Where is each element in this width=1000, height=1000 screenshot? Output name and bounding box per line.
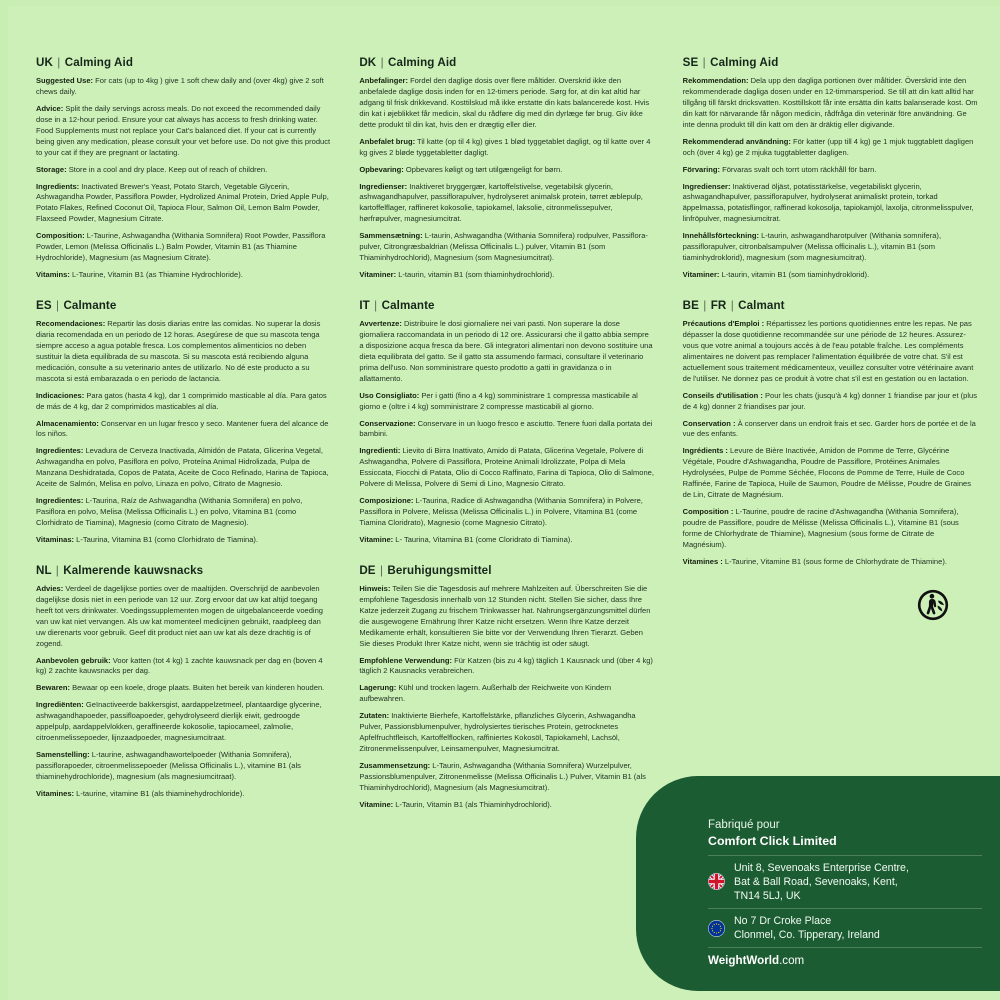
column-left bbox=[36, 56, 331, 980]
info-field bbox=[359, 761, 654, 794]
info-field bbox=[359, 76, 654, 131]
language-heading: ES | Calmante bbox=[36, 299, 117, 312]
field-label: Samenstelling: bbox=[36, 750, 90, 760]
field-label: Ingredienser: bbox=[359, 181, 408, 191]
field-value: Inaktiverad öljäst, potatisstärkelse, vegetabiliskt glycerin, ashwagandhapulver, passiflorapulver, hydrolyserat animaliskt protein, torkad äppelmassa, potatisflingor, raffinerad kokosolja, tapiokamjöl, laxolja, citronmelisspulver, linfröpulver, magnesiumcitrat. bbox=[682, 181, 974, 224]
uk-flag-icon bbox=[708, 873, 725, 890]
heading-separator: | bbox=[379, 563, 384, 577]
info-field bbox=[36, 789, 331, 800]
field-label: Opbevaring: bbox=[359, 164, 404, 174]
info-field bbox=[36, 419, 331, 441]
field-label: Composition: bbox=[36, 231, 85, 241]
field-label: Vitamine: bbox=[359, 534, 394, 544]
field-label: Anbefalet brug: bbox=[359, 136, 416, 146]
field-label: Recomendaciones: bbox=[36, 319, 106, 328]
field-label: Rekommenderad användning: bbox=[682, 136, 791, 146]
info-field bbox=[683, 182, 978, 226]
field-value: Conservare in un luogo fresco e asciutto. Tenere fuori dalla portata dei bambini. bbox=[359, 418, 653, 439]
info-field bbox=[359, 391, 654, 413]
field-label: Conseils d'utilisation : bbox=[682, 390, 763, 400]
field-value: Bewaar op een koele, droge plaats. Buiten het bereik van kinderen houden. bbox=[69, 683, 325, 693]
field-label: Ingredienti: bbox=[359, 446, 401, 456]
heading-separator: | bbox=[702, 56, 706, 69]
field-value: Pour les chats (jusqu'à 4 kg) donner 1 friandise par jour et (plus de 4 kg) donner 2 friandises par jour. bbox=[682, 390, 977, 411]
language-heading: BE | FR | Calmant bbox=[682, 299, 785, 312]
language-heading: DE | Beruhigungsmittel bbox=[359, 563, 492, 577]
field-value: L-Taurina, Radice di Ashwagandha (Withania Somnifera) in Polvere, Passiflora in Polvere, Melissa (Melissa Officinalis L.) in Polvere, Vitamina B1 (come Tiamina Cloridrato), Magnesio (come Magnesio Citrato). bbox=[359, 496, 643, 527]
website-tld: .com bbox=[779, 954, 805, 968]
field-label: Vitamins: bbox=[36, 270, 70, 280]
column-middle bbox=[359, 56, 654, 980]
field-label: Bewaren: bbox=[36, 683, 70, 693]
field-value: Repartir las dosis diarias entre las comidas. No superar la dosis diaria recomendada en un periodo de 12 horas. Asegúrese de que su mascota tenga siempre acceso a agua potable fresca. Los complementos alimenticios no deben sustituir la dieta equilibrada de su mascota. Si su mascota está recibiendo alguna medicación, consulte a su veterinario antes de utilizarlo. No dé este producto a su mascota si está embarazada o en periodo de lactancia. bbox=[36, 319, 321, 383]
field-label: Ingredienser: bbox=[682, 181, 731, 191]
field-label: Innehållsförteckning: bbox=[682, 231, 759, 241]
heading-separator: | bbox=[56, 299, 60, 312]
field-value: Til katte (op til 4 kg) gives 1 blød tyggetablet dagligt, og til katte over 4 kg gives 2 bløde tyggetabletter dagligt. bbox=[359, 136, 651, 157]
field-label: Sammensætning: bbox=[359, 231, 423, 241]
info-field bbox=[359, 137, 654, 159]
field-label: Lagerung: bbox=[359, 683, 397, 693]
info-field bbox=[359, 231, 654, 264]
address-line: Bat & Ball Road, Sevenoaks, Kent, bbox=[734, 875, 898, 888]
field-label: Vitamines : bbox=[682, 556, 723, 566]
field-value: Per i gatti (fino a 4 kg) somministrare 1 compressa masticabile al giorno e (oltre i 4 kg) somministrare 2 compresse masticabili al giorno. bbox=[359, 390, 638, 411]
language-section-se bbox=[683, 56, 978, 281]
made-for-label: Fabriqué pour bbox=[708, 819, 780, 831]
info-field bbox=[359, 182, 654, 226]
field-value: Teilen Sie die Tagesdosis auf mehrere Mahlzeiten auf. Überschreiten Sie die empfohlene Tagesdosis innerhalb von 12 Stunden nicht. Stellen Sie sicher, dass Ihre Katze jederzeit Zugang zu frischem Trinkwasser hat. Nahrungsergänzungsmittel dürfen die ausgewogene Ernährung Ihrer Katze nicht ersetzen. Wenn Ihre Katze derzeit Medikamente erhält, konsultieren Sie bitte vor der Verwendung Ihren Tierarzt. Geben Sie dieses Produkt Ihrer Katze nicht, wenn sie trächtig ist oder säugt. bbox=[359, 583, 651, 648]
label-inner-area bbox=[8, 6, 1000, 1000]
field-value: L-taurine, vitamine B1 (als thiaminehydrochloride). bbox=[74, 788, 245, 798]
field-label: Advice: bbox=[36, 103, 64, 113]
field-value: L-taurin, vitamin B1 (som tiaminhydroklorid). bbox=[719, 270, 870, 280]
info-field bbox=[36, 104, 331, 159]
field-value: L-Taurina, Raíz de Ashwagandha (Withania Somnifera) en polvo, Pasiflora en polvo, Melisa (Melissa Officinalis L.) en polvo, Vitamina B1 (como Clorhidrato de Tiamina), Magnesio (como Citrato de Magnesio). bbox=[36, 496, 303, 527]
info-field bbox=[359, 419, 654, 441]
manufacturer-address-uk bbox=[734, 861, 909, 904]
info-field bbox=[359, 270, 654, 281]
field-value: L-Taurine, poudre de racine d'Ashwagandha (Withania Somnifera), poudre de Passiflore, poudre de Mélisse (Melissa Officinalis L.), Vitamine B1 (sous forme de Chlorhydrate de Thiamine), Magnesium (sous forme de Citrate de Magnésium). bbox=[682, 507, 959, 549]
field-value: Store in a cool and dry place. Keep out of reach of children. bbox=[66, 164, 268, 174]
field-label: Indicaciones: bbox=[36, 390, 85, 400]
field-label: Composizione: bbox=[359, 496, 414, 506]
info-field bbox=[683, 391, 978, 413]
field-label: Empfohlene Verwendung: bbox=[359, 655, 452, 665]
field-value: Kühl und trocken lagern. Außerhalb der Reichweite von Kindern aufbewahren. bbox=[359, 683, 612, 704]
field-value: L- Taurina, Vitamina B1 (come Cloridrato di Tiamina). bbox=[393, 534, 573, 544]
field-label: Précautions d'Emploi : bbox=[682, 319, 765, 328]
address-line: Unit 8, Sevenoaks Enterprise Centre, bbox=[734, 861, 909, 874]
heading-separator: | bbox=[55, 563, 59, 577]
field-label: Almacenamiento: bbox=[36, 418, 99, 428]
field-label: Advies: bbox=[36, 583, 64, 593]
field-label: Vitaminer: bbox=[682, 270, 720, 280]
info-field bbox=[36, 656, 331, 678]
field-value: L-Taurine, Ashwagandha (Withania Somnifera) Root Powder, Passiflora Powder, Lemon (Melissa Officinalis L.) Balm Powder, Vitamin B1 (as Thiamine Hydrochloride), Magnesium (as Magnesium Citrate). bbox=[36, 231, 326, 263]
address-row-eu bbox=[708, 908, 982, 947]
info-field bbox=[683, 76, 978, 131]
field-value: L-Taurine, Vitamin B1 (as Thiamine Hydrochloride). bbox=[69, 270, 243, 280]
field-value: Voor katten (tot 4 kg) 1 zachte kauwsnack per dag en (boven 4 kg) 2 zachte kauwsnacks per dag. bbox=[36, 655, 323, 676]
field-label: Zusammensetzung: bbox=[359, 761, 431, 770]
language-heading: NL | Kalmerende kauwsnacks bbox=[36, 563, 204, 577]
info-field bbox=[683, 137, 978, 159]
field-value: Distribuire le dosi giornaliere nei vari pasti. Non superare la dose giornaliera raccomandata in un periodo di 12 ore. Assicurarsi che il gatto abbia sempre a disposizione acqua fresca da bere. Gli integratori alimentari non devono sostituire una dieta equilibrata del gatto. Se il gatto sta assumendo farmaci, consultare il veterinario prima dell'uso. Non somministrare questo prodotto a gatti in gravidanza o in allattamento. bbox=[359, 319, 653, 383]
info-field bbox=[36, 231, 331, 264]
info-field bbox=[36, 446, 331, 490]
heading-separator: | bbox=[380, 56, 384, 69]
field-value: Inactivated Brewer's Yeast, Potato Starch, Vegetable Glycerin, Ashwagandha Powder, Passiflora Powder, Hydrolized Animal Protein, Dried Apple Pulp, Potato Flakes, Refined Coconut Oil, Tapioca Flour, Salmon Oil, Lemon Balm Powder, Flaxseed Powder, Magnesium Citrate. bbox=[36, 181, 329, 224]
field-value: L-taurin, Ashwagandha (Withania Somnifera) rodpulver, Passiflora-pulver, Citrongræsbaldrian (Melissa Officinalis L.) pulver, Vitamin B1 (som Thiaminhydrochlorid), Magnesium (som Magnesiumcitrat). bbox=[359, 231, 648, 263]
info-field bbox=[359, 165, 654, 176]
language-heading: UK | Calming Aid bbox=[36, 56, 134, 69]
field-label: Zutaten: bbox=[359, 711, 390, 721]
info-field bbox=[36, 584, 331, 650]
field-value: Levure de Bière Inactivée, Amidon de Pomme de Terre, Glycérine Végétale, Poudre d'Ashwagandha, Poudre de Passiflore, Protéines Animales Hydrolysées, Pulpe de Pomme Séchée, Flocons de Pomme de Terre, Huile de Coco Raffinée, Farine de Tapioca, Huile de Saumon, Poudre de Mélisse, Poudre de Graines de Lin, Citrate de Magnésium. bbox=[682, 446, 972, 500]
language-section-dk bbox=[359, 56, 654, 281]
field-value: Conservar en un lugar fresco y seco. Mantener fuera del alcance de los niños. bbox=[36, 418, 329, 439]
info-field bbox=[359, 711, 654, 755]
website-brand: WeightWorld bbox=[708, 954, 780, 968]
language-heading: IT | Calmante bbox=[359, 299, 435, 312]
info-field bbox=[359, 496, 654, 529]
field-value: L-taurin, vitamin B1 (som thiaminhydrochlorid). bbox=[396, 270, 555, 280]
field-label: Ingrédients : bbox=[682, 446, 728, 456]
field-value: Inaktiveret bryggergær, kartoffelstivelse, vegetabilsk glycerin, ashwagandhapulver, passiflorapulver, hydrolyseret animalsk protein, tørret æblepulp, kartoffelflager, raffineret kokosolie, tapiokamel, laksolie, citronmelissepulver, hørfrøpulver, magnesiumcitrat. bbox=[359, 181, 643, 224]
manufacturer-panel bbox=[636, 776, 1000, 991]
info-field bbox=[683, 270, 978, 281]
field-label: Aanbevolen gebruik: bbox=[36, 655, 111, 665]
language-heading: DK | Calming Aid bbox=[359, 56, 457, 69]
info-field bbox=[683, 507, 978, 551]
info-field bbox=[36, 182, 331, 226]
address-line: No 7 Dr Croke Place bbox=[734, 915, 832, 928]
field-value: Opbevares køligt og tørt utilgængeligt for børn. bbox=[403, 164, 563, 174]
language-section-be-fr bbox=[683, 299, 978, 568]
info-field bbox=[683, 419, 978, 441]
website-link[interactable] bbox=[708, 947, 982, 967]
field-value: Split the daily servings across meals. Do not exceed the recommended daily dose in a 12-hour period. Ensure your cat always has access to fresh drinking water. Food Supplements must not replace your Cat's balanced diet. If your cat is currently being given any medication, please consult your vet before use. Do not give this product to your cat if they are pregnant or lactating. bbox=[36, 103, 331, 157]
language-section-it bbox=[359, 299, 654, 546]
field-value: Förvaras svalt och torrt utom räckhåll för barn. bbox=[719, 164, 877, 174]
field-value: Inaktivierte Bierhefe, Kartoffelstärke, pflanzliches Glycerin, Ashwagandha Pulver, Passionsblumenpulver, hydrolysiertes tierisches Protein, getrocknetes Apfelfruchtfleisch, Kartoffelflocken, raffiniertes Kokosöl, Tapiokamehl, Lachsöl, Zitronenmelissenpulver, Leinsamenpulver, Magnesiumcitrat. bbox=[359, 711, 636, 754]
tidyman-keep-clean-icon bbox=[916, 588, 950, 622]
field-label: Rekommendation: bbox=[682, 76, 749, 85]
language-heading: SE | Calming Aid bbox=[682, 56, 779, 69]
field-label: Storage: bbox=[36, 164, 67, 174]
info-field bbox=[359, 319, 654, 385]
heading-separator: | bbox=[703, 299, 707, 312]
info-field bbox=[359, 683, 654, 705]
info-field bbox=[36, 535, 331, 546]
info-field bbox=[683, 557, 978, 568]
field-value: Levadura de Cerveza Inactivada, Almidón de Patata, Glicerina Vegetal, Ashwagandha en polvo, Pasiflora en polvo, Proteína Animal Hidrolizada, Pulpa de Manzana Deshidratada, Copos de Patata, Aceite de Coco Refinado, Harina de Tapioca, Aceite de Salmón, Melisa en polvo, Linaza en polvo, Citrato de Magnesio. bbox=[36, 446, 329, 489]
info-field bbox=[683, 165, 978, 176]
field-value: För katter (upp till 4 kg) ge 1 mjuk tuggtablett dagligen och (över 4 kg) ge 2 mjuka tuggtabletter dagligen. bbox=[682, 136, 974, 157]
field-value: For cats (up to 4kg ) give 1 soft chew daily and (over 4kg) give 2 soft chews daily. bbox=[36, 76, 324, 96]
info-field bbox=[36, 165, 331, 176]
field-value: Geïnactiveerde bakkersgist, aardappelzetmeel, plantaardige glycerine, ashwagandhapoeder, passifloapoeder, gehydrolyseerd dierlijk eiwit, gedroogde appelpulp, aardappelvlokken, geraffineerde kokosolie, tapiocameel, zalmolie, citroenmelissepoeder, lijnzaadpoeder, magnesiumcitraat. bbox=[36, 700, 322, 743]
field-label: Förvaring: bbox=[682, 164, 720, 174]
field-label: Ingredientes: bbox=[36, 446, 84, 456]
info-field bbox=[36, 496, 331, 529]
info-field bbox=[36, 270, 331, 281]
field-value: L-Taurine, Vitamine B1 (sous forme de Chlorhydrate de Thiamine). bbox=[722, 556, 947, 566]
info-field bbox=[36, 319, 331, 385]
field-label: Anbefalinger: bbox=[359, 76, 408, 85]
field-value: Fordel den daglige dosis over flere måltider. Overskrid ikke den anbefalede daglige dosis inden for en 12-timers periode. Sørg for, at din kat altid har adgang til frisk drikkevand. Kosttilskud må ikke erstatte din kats balancerede kost. Hvis din kat i øjeblikket får medicin, skal du rådføre dig med din dyrlæge før brug. Giv ikke dette produkt til din kat, hvis den er drægtig eller dier. bbox=[359, 76, 650, 129]
eu-flag-icon bbox=[708, 920, 725, 937]
field-value: Répartissez les portions quotidiennes entre les repas. Ne pas dépasser la dose quotidienne recommandée sur une période de 12 heures. Assurez-vous que votre animal a toujours accès à de l'eau potable fraîche. Les compléments alimentaires ne doivent pas remplacer l'alimentation équilibrée de votre chat. S'il est actuellement sous traitement médicamenteux, veuillez consulter votre vétérinaire avant de l'utiliser. Ne donnez pas ce produit à votre chat s'il est en gestation ou en lactation. bbox=[682, 319, 974, 383]
field-label: Avvertenze: bbox=[359, 319, 402, 328]
field-label: Conservazione: bbox=[359, 418, 416, 428]
manufacturer-company-name: Comfort Click Limited bbox=[708, 834, 837, 849]
field-value: L-Taurina, Vitamina B1 (como Clorhidrato de Tiamina). bbox=[74, 534, 259, 544]
address-row-uk bbox=[708, 855, 982, 909]
info-field bbox=[36, 683, 331, 694]
field-label: Ingredientes: bbox=[36, 496, 84, 506]
info-field bbox=[36, 700, 331, 744]
field-label: Vitamines: bbox=[36, 788, 75, 798]
info-field bbox=[683, 231, 978, 264]
field-value: Para gatos (hasta 4 kg), dar 1 comprimido masticable al día. Para gatos de más de 4 kg, dar 2 comprimidos masticables al día. bbox=[36, 390, 327, 411]
field-label: Vitaminas: bbox=[36, 534, 75, 544]
info-field bbox=[683, 446, 978, 501]
field-label: Ingrediënten: bbox=[36, 700, 84, 710]
manufacturer-address-ie bbox=[734, 914, 880, 942]
info-field bbox=[359, 800, 654, 811]
field-value: L-Taurin, Ashwagandha (Withania Somnifera) Wurzelpulver, Passionsblumenpulver, Zitronenmelisse (Melissa Officinalis L.) Pulver, Vitamin B1 (als Thiaminhydrochlorid), Magnesium (als Magnesiumcitrat). bbox=[359, 761, 646, 792]
field-label: Suggested Use: bbox=[36, 76, 94, 85]
field-label: Composition : bbox=[682, 507, 734, 517]
address-line: TN14 5LJ, UK bbox=[734, 889, 801, 902]
field-value: Lievito di Birra Inattivato, Amido di Patata, Glicerina Vegetale, Polvere di Ashwagandha, Polvere di Passiflora, Proteine Animali Idrolizzate, Polpa di Mela Essiccata, Fiocchi di Patata, Olio di Cocco Raffinato, Farina di Tapioca, Olio di Salmone, Polvere di Melissa, Polvere di Semi di Lino, Magnesio Citrato. bbox=[359, 446, 654, 489]
language-section-uk bbox=[36, 56, 331, 281]
heading-separator: | bbox=[374, 299, 378, 312]
info-field bbox=[36, 750, 331, 783]
info-field bbox=[359, 584, 654, 650]
field-value: Für Katzen (bis zu 4 kg) täglich 1 Kausnack und (über 4 kg) täglich 2 Kausnacks verabreichen. bbox=[359, 655, 653, 676]
info-field bbox=[36, 391, 331, 413]
language-section-de bbox=[359, 564, 654, 811]
field-label: Vitamine: bbox=[359, 799, 394, 809]
field-label: Uso Consigliato: bbox=[359, 390, 420, 400]
field-label: Conservation : bbox=[682, 418, 736, 428]
heading-separator: | bbox=[57, 56, 61, 69]
info-field bbox=[359, 446, 654, 490]
field-value: Verdeel de dagelijkse porties over de maaltijden. Overschrijd de aanbevolen dagelijkse dosis niet in een periode van 12 uur. Zorg ervoor dat uw kat altijd toegang heeft tot vers drinkwater. Voedingssupplementen mogen de uitgebalanceerde voeding van uw kat niet vervangen. Als uw kat momenteel medicijnen gebruikt, raadpleeg dan uw dierenarts voor gebruik. Geef dit product niet aan uw kat als deze drachtig is of zogend. bbox=[36, 583, 323, 648]
address-line: Clonmel, Co. Tipperary, Ireland bbox=[734, 929, 880, 942]
info-field bbox=[36, 76, 331, 98]
field-label: Hinweis: bbox=[359, 583, 391, 593]
field-value: À conserver dans un endroit frais et sec. Garder hors de portée et de la vue des enfants. bbox=[682, 418, 976, 439]
heading-separator: | bbox=[730, 299, 734, 312]
language-section-nl bbox=[36, 564, 331, 800]
field-label: Vitaminer: bbox=[359, 270, 397, 280]
field-label: Ingredients: bbox=[36, 181, 80, 191]
field-value: Dela upp den dagliga portionen över måltider. Överskrid inte den rekommenderade dagliga dosen under en 12-timmarsperiod. Se till att din katt alltid har tillgång till färskt dricksvatten. Kosttillskott får inte ersätta din katts balanserade kost. Om din katt för närvarande får någon medicin, rådfråga din veterinär före användning. Ge inte denna produkt till din katt om den är dräktig eller digivande. bbox=[682, 76, 978, 129]
info-field bbox=[683, 319, 978, 385]
language-section-es bbox=[36, 299, 331, 546]
info-field bbox=[359, 656, 654, 678]
field-value: L-Taurin, Vitamin B1 (als Thiaminhydrochlorid). bbox=[393, 799, 552, 809]
field-value: L-taurine, ashwagandhawortelpoeder (Withania Somnifera), passiflorapoeder, citroenmelissepoeder (Melissa Officinalis L.), vitamine B1 (als thiaminehydrochloride), magnesium (als magnesiumcitraat). bbox=[36, 750, 301, 781]
field-value: L-taurin, ashwagandharotpulver (Withania somnifera), passiflorapulver, citronbalsampulver (Melissa officinalis L.), vitamin B1 (som tiaminhydroklorid), magnesium (som magnesiumcitrat). bbox=[682, 231, 942, 263]
info-field bbox=[359, 535, 654, 546]
